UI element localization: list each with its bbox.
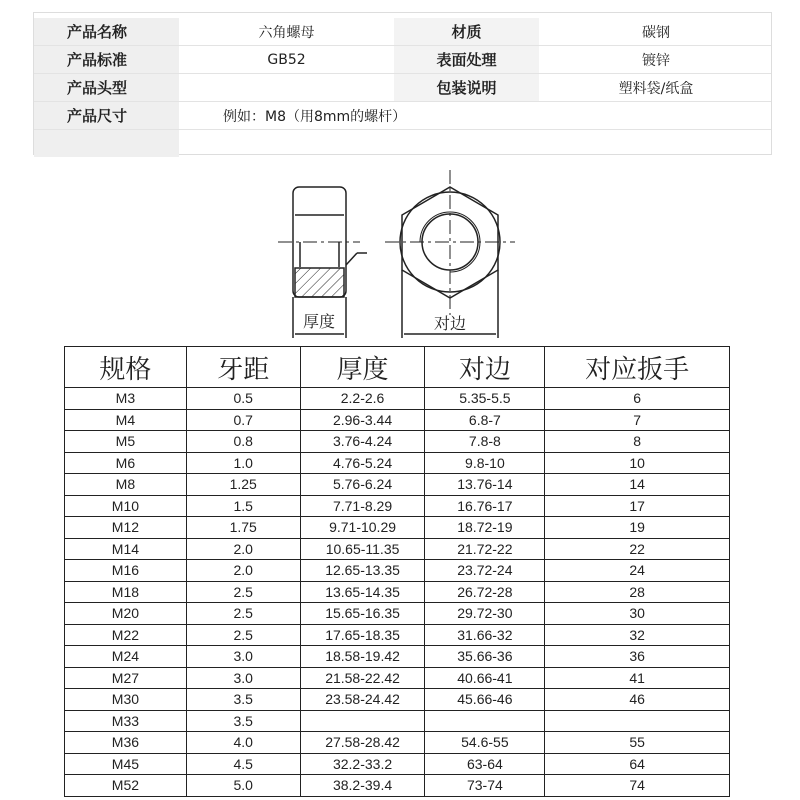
spec-cell: 32.2-33.2 [300,753,425,775]
spec-cell: M4 [65,409,187,431]
spec-cell: 4.5 [186,753,300,775]
info-label: 产品尺寸 [34,102,179,129]
spec-row [65,710,730,732]
spec-cell: 13.65-14.35 [300,581,425,603]
info-value: 塑料袋/纸盒 [618,80,694,97]
spec-row [65,581,730,603]
spec-cell: 24 [545,560,730,582]
info-label: 产品头型 [34,74,179,101]
spec-row [65,732,730,754]
spec-cell: M52 [65,775,187,797]
spec-cell: 21.72-22 [425,538,545,560]
spec-cell: 0.5 [186,388,300,410]
spec-cell: M45 [65,753,187,775]
info-label: 表面处理 [394,46,539,73]
spec-cell: 2.96-3.44 [300,409,425,431]
spec-row [65,603,730,625]
spec-cell: 74 [545,775,730,797]
info-value: 例如：M8（用8mm的螺杆） [223,108,407,125]
spec-cell: 55 [545,732,730,754]
spec-cell: 73-74 [425,775,545,797]
spec-header-row [65,347,730,388]
spec-cell: M18 [65,581,187,603]
spec-table [64,346,730,797]
spec-cell: 3.5 [186,689,300,711]
spec-header: 厚度 [300,347,425,388]
spec-cell: 5.35-5.5 [425,388,545,410]
spec-cell: 4.0 [186,732,300,754]
spec-cell: 10.65-11.35 [300,538,425,560]
info-label: 产品标准 [34,46,179,73]
spec-cell: 22 [545,538,730,560]
spec-cell: M27 [65,667,187,689]
spec-cell: 40.66-41 [425,667,545,689]
spec-cell [300,710,425,732]
spec-row [65,409,730,431]
spec-cell: 15.65-16.35 [300,603,425,625]
spec-cell [545,710,730,732]
spec-cell: 18.58-19.42 [300,646,425,668]
spec-cell: 9.8-10 [425,452,545,474]
spec-cell: M10 [65,495,187,517]
spec-cell: 21.58-22.42 [300,667,425,689]
spec-cell: 7.71-8.29 [300,495,425,517]
spec-header: 规格 [65,347,187,388]
spec-header: 牙距 [186,347,300,388]
spec-cell: 10 [545,452,730,474]
info-label: 包装说明 [394,74,539,101]
spec-cell: M20 [65,603,187,625]
spec-cell: M12 [65,517,187,539]
spec-row [65,667,730,689]
spec-cell: 17 [545,495,730,517]
spec-cell: 1.75 [186,517,300,539]
spec-cell: 3.5 [186,710,300,732]
spec-cell: 5.76-6.24 [300,474,425,496]
spec-cell: 6 [545,388,730,410]
spec-cell: M30 [65,689,187,711]
spec-row [65,624,730,646]
spec-cell: 1.5 [186,495,300,517]
spec-header: 对边 [425,347,545,388]
spec-cell [425,710,545,732]
spec-cell: 14 [545,474,730,496]
spec-cell: M33 [65,710,187,732]
info-label: 材质 [394,18,539,45]
spec-cell: 23.72-24 [425,560,545,582]
spec-cell: 31.66-32 [425,624,545,646]
spec-cell: 54.6-55 [425,732,545,754]
info-value [179,74,394,101]
spec-cell: 23.58-24.42 [300,689,425,711]
info-value: 六角螺母 [258,24,315,41]
info-label: 产品名称 [34,18,179,45]
spec-cell: 5.0 [186,775,300,797]
spec-cell: 36 [545,646,730,668]
spec-cell: 8 [545,431,730,453]
spec-row [65,753,730,775]
spec-cell: 2.2-2.6 [300,388,425,410]
spec-cell: 12.65-13.35 [300,560,425,582]
spec-cell: 7 [545,409,730,431]
spec-cell: M3 [65,388,187,410]
spec-cell: M24 [65,646,187,668]
info-label-empty [34,130,179,157]
info-row [34,46,771,74]
thickness-label: 厚度 [302,312,336,331]
spec-cell: 3.76-4.24 [300,431,425,453]
spec-cell: 63-64 [425,753,545,775]
spec-cell: 0.8 [186,431,300,453]
spec-cell: 0.7 [186,409,300,431]
spec-cell: 64 [545,753,730,775]
info-row [34,18,771,46]
spec-row [65,689,730,711]
spec-cell: 1.0 [186,452,300,474]
info-row-empty [34,130,771,157]
info-value: 碳钢 [642,24,670,41]
info-row [34,102,771,130]
spec-cell: 19 [545,517,730,539]
spec-cell: 2.5 [186,581,300,603]
spec-cell: 30 [545,603,730,625]
spec-cell: M5 [65,431,187,453]
spec-cell: 9.71-10.29 [300,517,425,539]
spec-cell: 26.72-28 [425,581,545,603]
spec-cell: 18.72-19 [425,517,545,539]
spec-cell: 4.76-5.24 [300,452,425,474]
spec-row [65,775,730,797]
spec-cell: 1.25 [186,474,300,496]
spec-cell: M22 [65,624,187,646]
spec-cell: 3.0 [186,646,300,668]
spec-cell: M8 [65,474,187,496]
spec-cell: 45.66-46 [425,689,545,711]
spec-cell: 2.5 [186,624,300,646]
spec-cell: 46 [545,689,730,711]
spec-cell: 7.8-8 [425,431,545,453]
spec-row [65,495,730,517]
info-row [34,74,771,102]
hex-nut-diagram [260,170,540,340]
spec-cell: 16.76-17 [425,495,545,517]
spec-cell: 3.0 [186,667,300,689]
spec-cell: 29.72-30 [425,603,545,625]
spec-cell: 32 [545,624,730,646]
spec-row [65,560,730,582]
spec-cell: 41 [545,667,730,689]
spec-row [65,388,730,410]
spec-row [65,646,730,668]
info-value: GB52 [267,51,306,68]
spec-row [65,474,730,496]
spec-cell: 2.5 [186,603,300,625]
spec-cell: 17.65-18.35 [300,624,425,646]
spec-header: 对应扳手 [545,347,730,388]
spec-row [65,452,730,474]
across-flats-label: 对边 [433,314,467,333]
spec-cell: 38.2-39.4 [300,775,425,797]
spec-cell: M14 [65,538,187,560]
spec-cell: M36 [65,732,187,754]
spec-cell: M6 [65,452,187,474]
spec-cell: 6.8-7 [425,409,545,431]
spec-cell: 13.76-14 [425,474,545,496]
info-value: 镀锌 [642,52,670,69]
spec-cell: 28 [545,581,730,603]
spec-cell: 2.0 [186,538,300,560]
spec-cell: 2.0 [186,560,300,582]
spec-cell: M16 [65,560,187,582]
product-info-table [33,12,772,155]
spec-row [65,538,730,560]
spec-cell: 35.66-36 [425,646,545,668]
spec-cell: 27.58-28.42 [300,732,425,754]
spec-row [65,431,730,453]
spec-row [65,517,730,539]
